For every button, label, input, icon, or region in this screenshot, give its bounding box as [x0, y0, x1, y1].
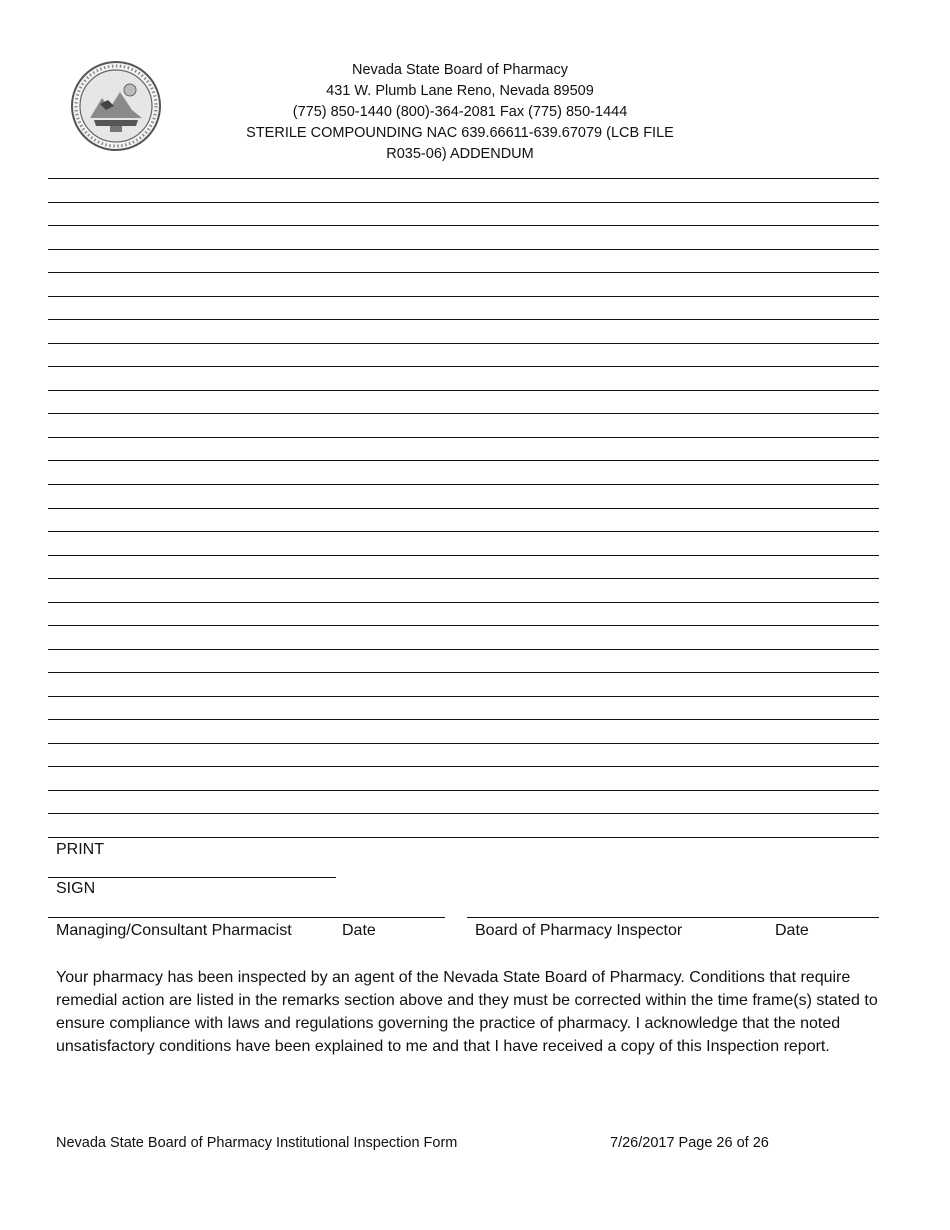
footer-form-name: Nevada State Board of Pharmacy Institutional Inspection Form: [56, 1135, 458, 1151]
remarks-line[interactable]: [48, 743, 879, 744]
remarks-line[interactable]: [48, 696, 879, 697]
sign-label: SIGN: [56, 880, 96, 897]
org-address: 431 W. Plumb Lane Reno, Nevada 89509: [326, 83, 594, 99]
remarks-line[interactable]: [48, 837, 879, 838]
remarks-line[interactable]: [48, 649, 879, 650]
remarks-line[interactable]: [48, 178, 879, 179]
remarks-line[interactable]: [48, 343, 879, 344]
remarks-line[interactable]: [48, 578, 879, 579]
form-title-line2: R035-06) ADDENDUM: [386, 146, 534, 162]
print-name-line[interactable]: [48, 877, 336, 878]
remarks-line[interactable]: [48, 625, 879, 626]
remarks-line[interactable]: [48, 366, 879, 367]
remarks-line[interactable]: [48, 766, 879, 767]
form-header: [180, 60, 740, 165]
remarks-line[interactable]: [48, 460, 879, 461]
footer-page-info: 7/26/2017 Page 26 of 26: [610, 1135, 769, 1151]
remarks-line[interactable]: [48, 531, 879, 532]
remarks-line[interactable]: [48, 555, 879, 556]
pharmacist-date-label: Date: [342, 922, 376, 939]
remarks-line[interactable]: [48, 319, 879, 320]
remarks-line[interactable]: [48, 296, 879, 297]
inspector-signature-line[interactable]: [467, 917, 879, 918]
state-seal-logo: [70, 60, 162, 152]
acknowledgement-paragraph: Your pharmacy has been inspected by an agent of the Nevada State Board of Pharmacy. Conditions that require remedial action are listed in the remarks section above and they must be corrected within the time frame(s) stated to ensure compliance with laws and regulations governing the practice of pharmacy. I acknowledge that the noted unsatisfactory conditions have been explained to me and that I have received a copy of this Inspection report.: [56, 969, 878, 1055]
pharmacist-label: Managing/Consultant Pharmacist: [56, 922, 292, 939]
remarks-line[interactable]: [48, 249, 879, 250]
org-phones: (775) 850-1440 (800)-364-2081 Fax (775) 850-1444: [292, 104, 628, 120]
remarks-line[interactable]: [48, 602, 879, 603]
remarks-line[interactable]: [48, 790, 879, 791]
remarks-line[interactable]: [48, 390, 879, 391]
remarks-line[interactable]: [48, 272, 879, 273]
remarks-line[interactable]: [48, 672, 879, 673]
remarks-line[interactable]: [48, 225, 879, 226]
print-label: PRINT: [56, 841, 104, 858]
form-title-line1: STERILE COMPOUNDING NAC 639.66611-639.67079 (LCB FILE: [246, 125, 674, 141]
remarks-line[interactable]: [48, 508, 879, 509]
pharmacist-signature-line[interactable]: [48, 917, 445, 918]
org-name: Nevada State Board of Pharmacy: [351, 62, 568, 78]
remarks-line[interactable]: [48, 413, 879, 414]
remarks-line[interactable]: [48, 813, 879, 814]
remarks-line[interactable]: [48, 719, 879, 720]
remarks-line[interactable]: [48, 437, 879, 438]
remarks-line[interactable]: [48, 484, 879, 485]
inspector-label: Board of Pharmacy Inspector: [475, 922, 683, 939]
inspector-date-label: Date: [775, 922, 809, 939]
remarks-line[interactable]: [48, 202, 879, 203]
